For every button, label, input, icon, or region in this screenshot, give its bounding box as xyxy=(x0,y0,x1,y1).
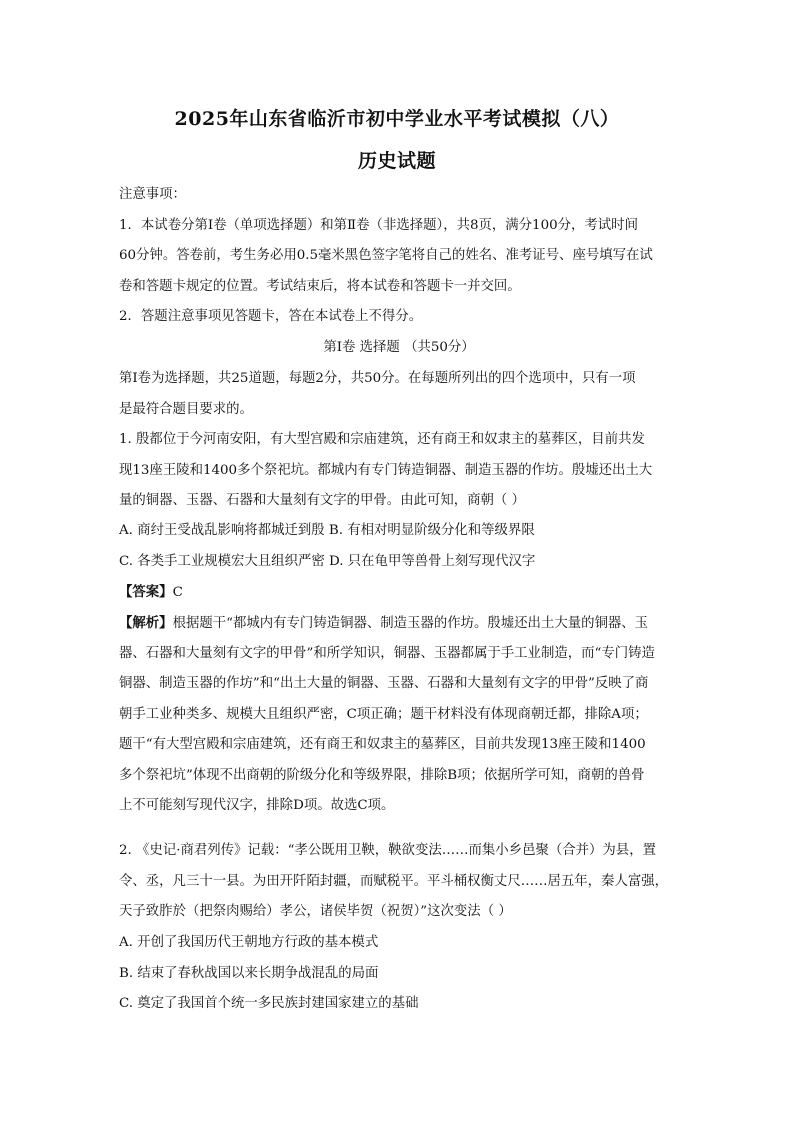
option-row: A. 开创了我国历代王朝地方行政的基本模式 xyxy=(119,935,379,950)
analysis-line: 器、石器和大量刻有文字的甲骨”和所学知识，铜器、玉器都属于手工业制造，而“专门铸造 xyxy=(119,645,655,661)
analysis-line: 题干“有大型宫殿和宗庙建筑，还有商王和奴隶主的墓葬区，目前共发现13座王陵和1400 xyxy=(119,737,646,752)
question-line: 令、丞，凡三十一县。为田开阡陌封疆，而赋税平。平斗桶权衡丈尺……居五年，秦人富强， xyxy=(119,873,669,889)
question-2-options xyxy=(119,928,679,1020)
section-intro-line: 是最符合题目要求的。 xyxy=(119,401,253,417)
section-heading: 第Ⅰ卷 选择题 （共50分） xyxy=(323,340,475,355)
analysis-line: 根据题干“都城内有专门铸造铜器、制造玉器的作坊。殷墟还出土大量的铜器、玉 xyxy=(172,616,649,631)
question-line: 2. 《史记·商君列传》记载：“孝公既用卫鞅，鞅欲变法……而集小乡邑聚（合并）为县，置 xyxy=(119,843,656,858)
notice-line: 2．答题注意事项见答题卡，答在本试卷上不得分。 xyxy=(119,309,423,324)
analysis-line: 铜器、制造玉器的作坊”和“出土大量的铜器、玉器、石器和大量刻有文字的甲骨”反映了商 xyxy=(119,676,649,691)
option-row: B. 结束了春秋战国以来长期争战混乱的局面 xyxy=(119,965,379,981)
question-line: 量的铜器、玉器、石器和大量刻有文字的甲骨。由此可知，商朝（ ） xyxy=(119,493,525,508)
option-row: C. 奠定了我国首个统一多民族封建国家建立的基础 xyxy=(119,996,419,1011)
question-1-analysis xyxy=(119,608,679,822)
question-2-stem xyxy=(119,836,679,928)
question-1-answer xyxy=(119,577,679,608)
question-1-options xyxy=(119,516,679,577)
section-intro-line: 第Ⅰ卷为选择题，共25道题，每题2分，共50分。在每题所列出的四个选项中，只有一项 xyxy=(119,371,636,386)
analysis-line: 朝手工业种类多、规模大且组织严密，C项正确；题干材料没有体现商朝迁都，排除A项； xyxy=(119,706,648,722)
question-line: 现13座王陵和1400多个祭祀坑。都城内有专门铸造铜器、制造玉器的作坊。殷墟还出土大 xyxy=(119,462,653,478)
option-row: C. 各类手工业规模宏大且组织严密 D. 只在龟甲等兽骨上刻写现代汉字 xyxy=(119,553,536,569)
analysis-line: 上不可能刻写现代汉字，排除D项。故选C项。 xyxy=(119,798,395,813)
section-intro xyxy=(119,364,679,425)
analysis-label: 【解析】 xyxy=(119,615,173,631)
analysis-line: 多个祭祀坑”体现不出商朝的阶级分化和等级界限，排除B项；依据所学可知，商朝的兽骨 xyxy=(119,767,645,783)
answer-label: 【答案】 xyxy=(119,584,173,600)
notice-block xyxy=(119,180,679,333)
option-row: A. 商纣王受战乱影响将都城迁到殷 B. 有相对明显阶级分化和等级界限 xyxy=(119,523,535,538)
document-title: 2025年山东省临沂市初中学业水平考试模拟（八） xyxy=(174,108,620,130)
question-line: 1. 殷都位于今河南安阳，有大型宫殿和宗庙建筑，还有商王和奴隶主的墓葬区，目前共发 xyxy=(119,432,645,447)
notice-line: 卷和答题卡规定的位置。考试结束后，将本试卷和答题卡一并交回。 xyxy=(119,278,521,294)
question-line: 天子致胙於（把祭肉赐给）孝公，诸侯毕贺（祝贺）”这次变法（ ） xyxy=(119,904,512,919)
answer-value: C xyxy=(172,585,183,600)
question-1-stem xyxy=(119,425,679,517)
notice-line: 1．本试卷分第Ⅰ卷（单项选择题）和第Ⅱ卷（非选择题），共8页，满分100分，考试时间 xyxy=(119,217,638,233)
notice-heading: 注意事项： xyxy=(119,187,186,202)
document-subtitle: 历史试题 xyxy=(357,150,436,172)
notice-line: 60分钟。答卷前，考生务必用0.5毫米黑色签字笔将自己的姓名、准考证号、座号填写在试 xyxy=(119,248,653,263)
